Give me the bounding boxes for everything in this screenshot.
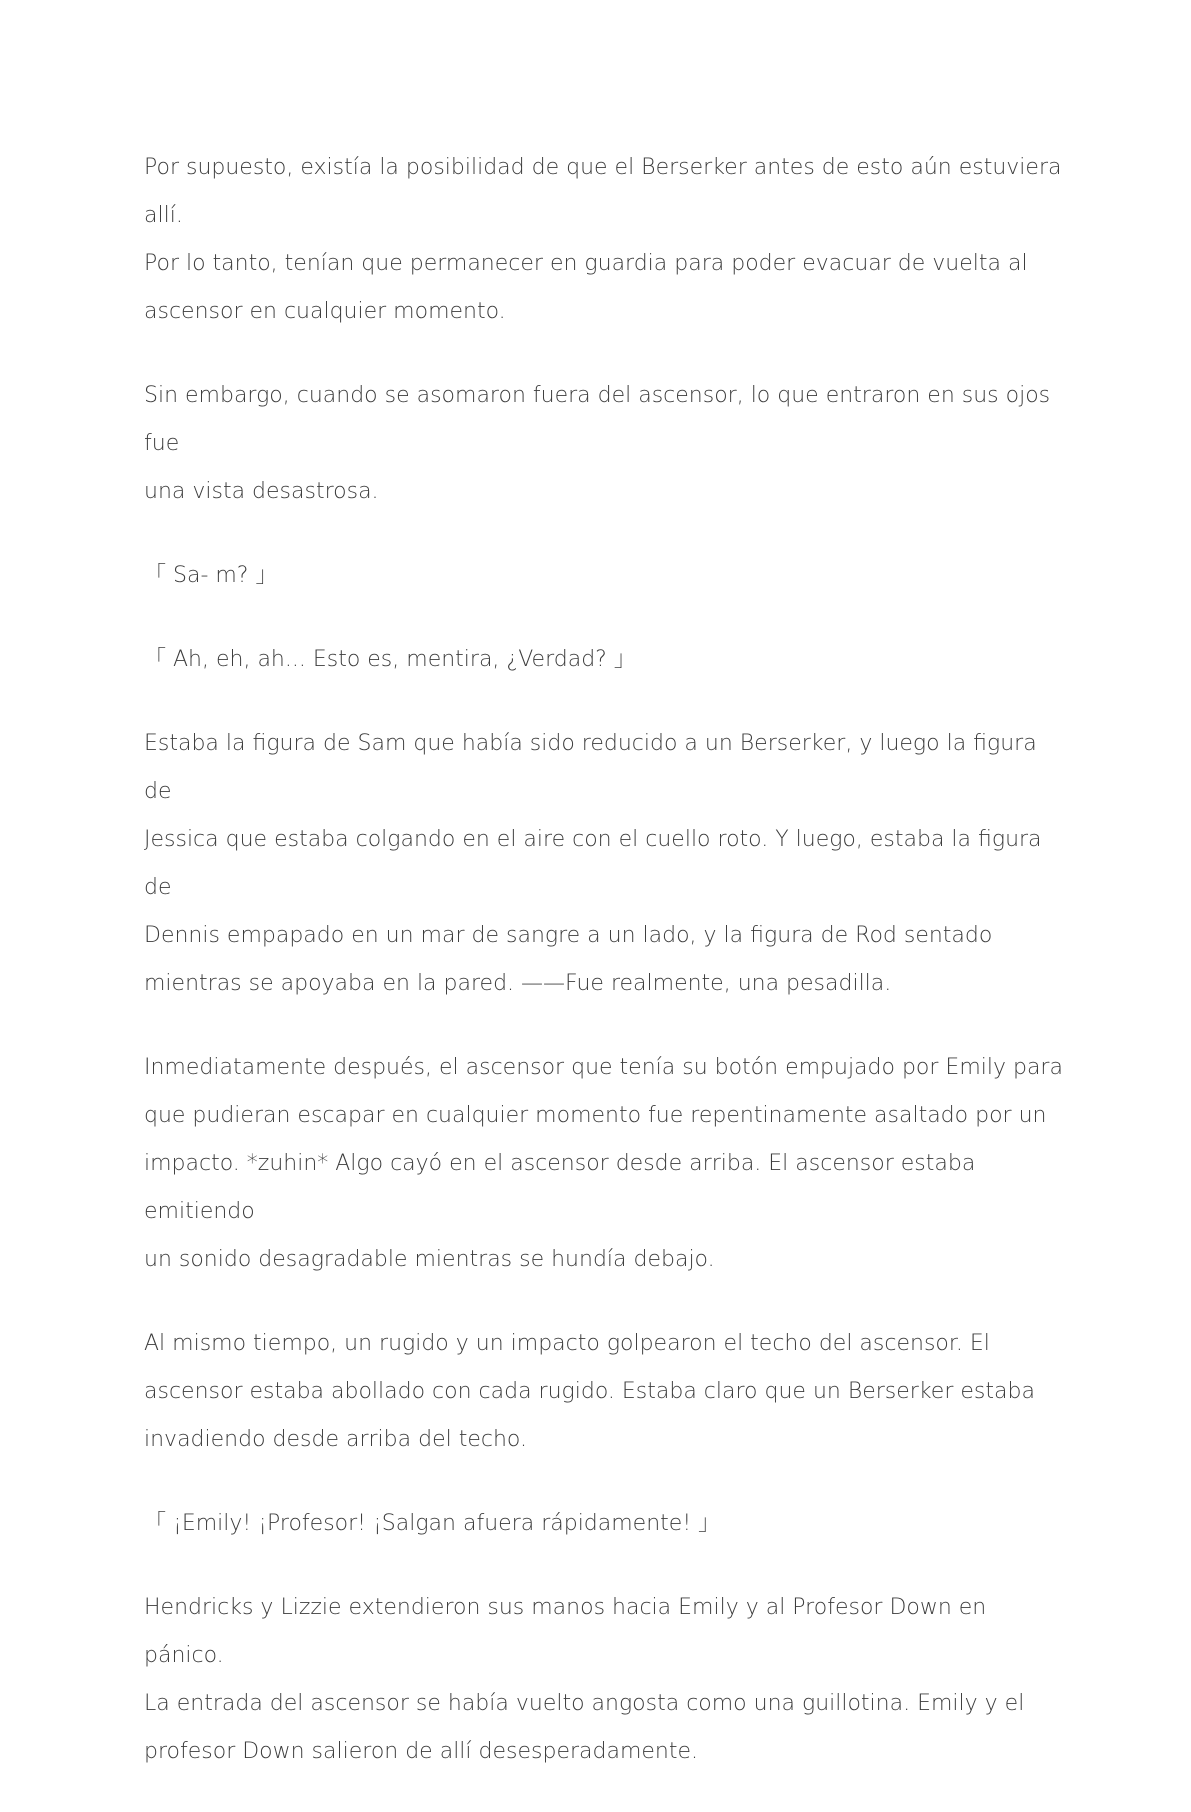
dialogue-line: 「 ¡Emily! ¡Profesor! ¡Salgan afuera rápidamente! 」	[144, 1511, 721, 1536]
dialogue-line: 「 Ah, eh, ah... Esto es, mentira, ¿Verdad? 」	[144, 647, 636, 672]
paragraph: Hendricks y Lizzie extendieron sus manos hacia Emily y al Profesor Down en pánico. La entrada del ascensor se había vuelto angosta como una guillotina. Emily y el profesor Down salieron de allí desesperadamente.	[144, 1595, 1025, 1764]
paragraph: Estaba la figura de Sam que había sido reducido a un Berserker, y luego la figura de Jessica que estaba colgando en el aire con el cuello roto. Y luego, estaba la figura de Dennis empapado en un mar de sangre a un lado, y la figura de Rod sentado mientras se apoyaba en la pared. ——Fue realmente, una pesadilla.	[144, 731, 1042, 996]
paragraph: Inmediatamente después, el ascensor que tenía su botón empujado por Emily para que pudieran escapar en cualquier momento fue repentinamente asaltado por un impacto. *zuhin* Algo cayó en el ascensor desde arriba. El ascensor estaba emitiendo un sonido desagradable mientras se hundía debajo.	[144, 1055, 1063, 1272]
dialogue-line: 「 Sa- m? 」	[144, 563, 278, 588]
document-body	[144, 144, 1064, 1812]
paragraph: Al mismo tiempo, un rugido y un impacto golpearon el techo del ascensor. El ascensor estaba abollado con cada rugido. Estaba claro que un Berserker estaba invadiendo desde arriba del techo.	[144, 1331, 1035, 1452]
paragraph: Sin embargo, cuando se asomaron fuera del ascensor, lo que entraron en sus ojos fue una vista desastrosa.	[144, 383, 1051, 504]
paragraph: Por supuesto, existía la posibilidad de que el Berserker antes de esto aún estuviera allí. Por lo tanto, tenían que permanecer en guardia para poder evacuar de vuelta al ascensor en cualquier momento.	[144, 155, 1062, 324]
